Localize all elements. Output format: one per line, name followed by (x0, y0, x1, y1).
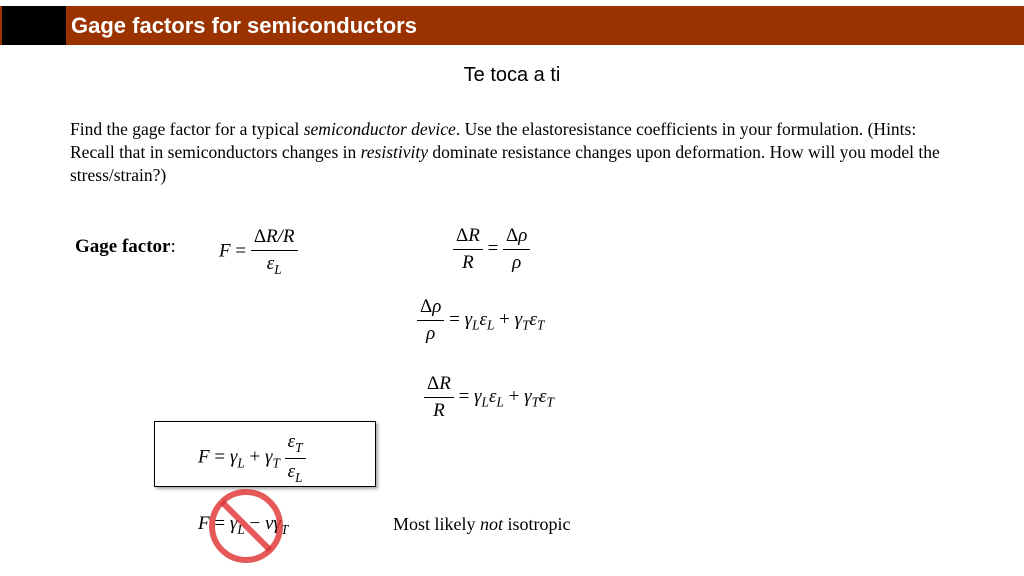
equation-resistance-change: $\frac{\Delta R}{R}$ = $\gamma_L\varepsilon_L + \gamma_T\varepsilon_T$ (424, 373, 554, 422)
isotropic-note (393, 514, 571, 535)
slide-subtitle: Te toca a ti (463, 64, 561, 86)
equation-resistivity-change: $\frac{\Delta\rho}{\rho}$ = $\gamma_L\varepsilon_L + \gamma_T\varepsilon_T$ (417, 296, 544, 345)
title-accent-block (2, 6, 66, 45)
slide-title: Gage factors for semiconductors (71, 13, 417, 38)
equation-result: $F = \gamma_L + \gamma_T$ $\frac{\varepsilon_T}{\varepsilon_L}$ (198, 431, 306, 486)
gage-factor-label (75, 236, 176, 258)
equation-resistance-resistivity: $\frac{\Delta R}{R}$ = $\frac{\Delta\rho}{\rho}$ (453, 225, 530, 274)
gage-factor-colon: : (170, 236, 176, 257)
gage-factor-label-bold: Gage factor (75, 236, 171, 257)
equation-gage-factor-definition: F = $\frac{\Delta R/R}{\varepsilon_L}$ (219, 226, 298, 278)
note-pre: Most likely (393, 514, 481, 534)
equation-crossed-out: $F = \gamma_L - \nu\gamma_T$ (198, 513, 289, 537)
paragraph-text-2: . Use the elastoresistance coefficients in your formulation. (Hints: Recall that in semiconductors changes in (70, 119, 917, 162)
paragraph-text-3: dominate resistance changes upon deformation. How will you model the stress/strain?) (70, 142, 940, 185)
paragraph-italic-1: semiconductor device (303, 119, 456, 139)
paragraph-text-1: Find the gage factor for a typical (70, 119, 304, 139)
paragraph-italic-2: resistivity (360, 142, 429, 162)
note-post: isotropic (503, 514, 571, 534)
instructions-paragraph (70, 118, 950, 187)
note-italic: not (480, 514, 504, 534)
prohibition-icon (206, 486, 286, 566)
title-bar (0, 6, 1024, 45)
